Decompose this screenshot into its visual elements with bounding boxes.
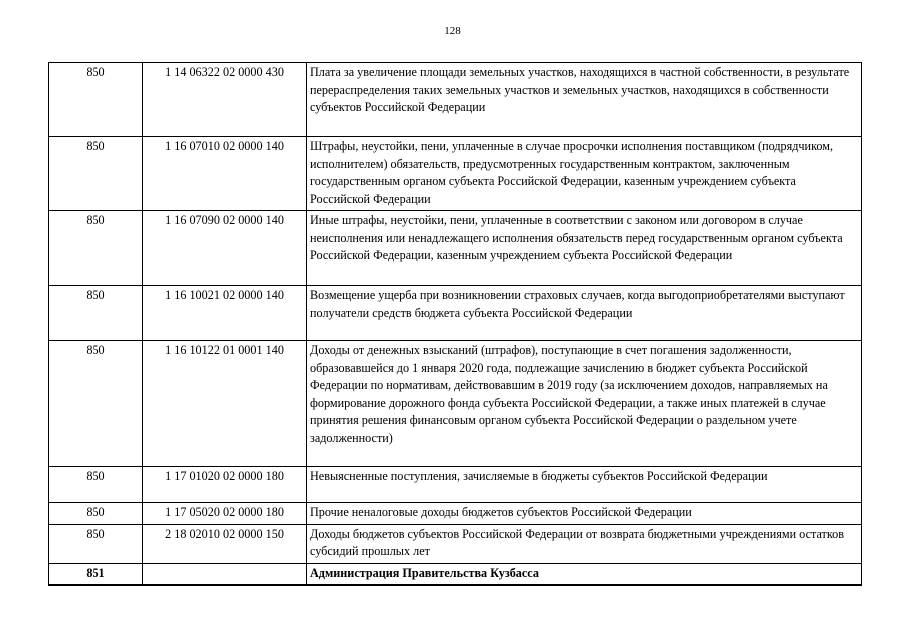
budget-code-cell [143,563,307,585]
budget-code-cell: 1 14 06322 02 0000 430 [143,63,307,137]
budget-code-cell: 1 17 01020 02 0000 180 [143,467,307,503]
budget-code-cell: 1 16 10122 01 0001 140 [143,341,307,467]
revenue-name-cell: Доходы от денежных взысканий (штрафов), поступающие в счет погашения задолженности, образовавшейся до 1 января 2020 года, подлежащие зачислению в бюджет субъекта Российской Федерации по нормативам, действовавшим в 2019 году (за исключением доходов, направляемых на формирование дорожного фонда субъекта Российской Федерации, а также иных платежей в случае принятия решения финансовым органом субъекта Российской Федерации о раздельном учете задолженности) [307,341,862,467]
administrator-name-cell: Администрация Правительства Кузбасса [307,563,862,585]
page-number: 128 [444,25,461,37]
admin-code-cell: 850 [49,524,143,563]
budget-code-cell: 1 16 10021 02 0000 140 [143,286,307,341]
table-row [49,524,862,563]
revenue-name-cell: Прочие неналоговые доходы бюджетов субъектов Российской Федерации [307,503,862,525]
budget-code-cell: 1 16 07010 02 0000 140 [143,137,307,211]
admin-code-cell: 850 [49,467,143,503]
table-row [49,467,862,503]
admin-code-cell: 850 [49,63,143,137]
admin-code-cell: 850 [49,503,143,525]
table-row [49,211,862,286]
table-row [49,137,862,211]
revenue-name-cell: Доходы бюджетов субъектов Российской Федерации от возврата бюджетными учреждениями остатков субсидий прошлых лет [307,524,862,563]
table-row [49,286,862,341]
budget-revenue-table [48,62,862,586]
revenue-name-cell: Возмещение ущерба при возникновении страховых случаев, когда выгодоприобретателями выступают получатели средств бюджета субъекта Российской Федерации [307,286,862,341]
table-row-administrator [49,563,862,585]
revenue-name-cell: Иные штрафы, неустойки, пени, уплаченные в соответствии с законом или договором в случае неисполнения или ненадлежащего исполнения обязательств перед государственным органом субъекта Российской Федерации, казенным учреждением субъекта Российской Федерации [307,211,862,286]
budget-code-cell: 1 17 05020 02 0000 180 [143,503,307,525]
admin-code-cell: 850 [49,211,143,286]
revenue-name-cell: Невыясненные поступления, зачисляемые в бюджеты субъектов Российской Федерации [307,467,862,503]
table-row [49,341,862,467]
table-row [49,63,862,137]
revenue-name-cell: Плата за увеличение площади земельных участков, находящихся в частной собственности, в результате перераспределения таких земельных участков и земельных участков, находящихся в собственности субъектов Российской Федерации [307,63,862,137]
budget-code-cell: 2 18 02010 02 0000 150 [143,524,307,563]
table-row [49,503,862,525]
revenue-name-cell: Штрафы, неустойки, пени, уплаченные в случае просрочки исполнения поставщиком (подрядчиком, исполнителем) обязательств, предусмотренных государственным контрактом, заключенным государственным органом субъекта Российской Федерации, казенным учреждением субъекта Российской Федерации [307,137,862,211]
admin-code-cell: 851 [49,563,143,585]
admin-code-cell: 850 [49,341,143,467]
budget-code-cell: 1 16 07090 02 0000 140 [143,211,307,286]
admin-code-cell: 850 [49,286,143,341]
admin-code-cell: 850 [49,137,143,211]
